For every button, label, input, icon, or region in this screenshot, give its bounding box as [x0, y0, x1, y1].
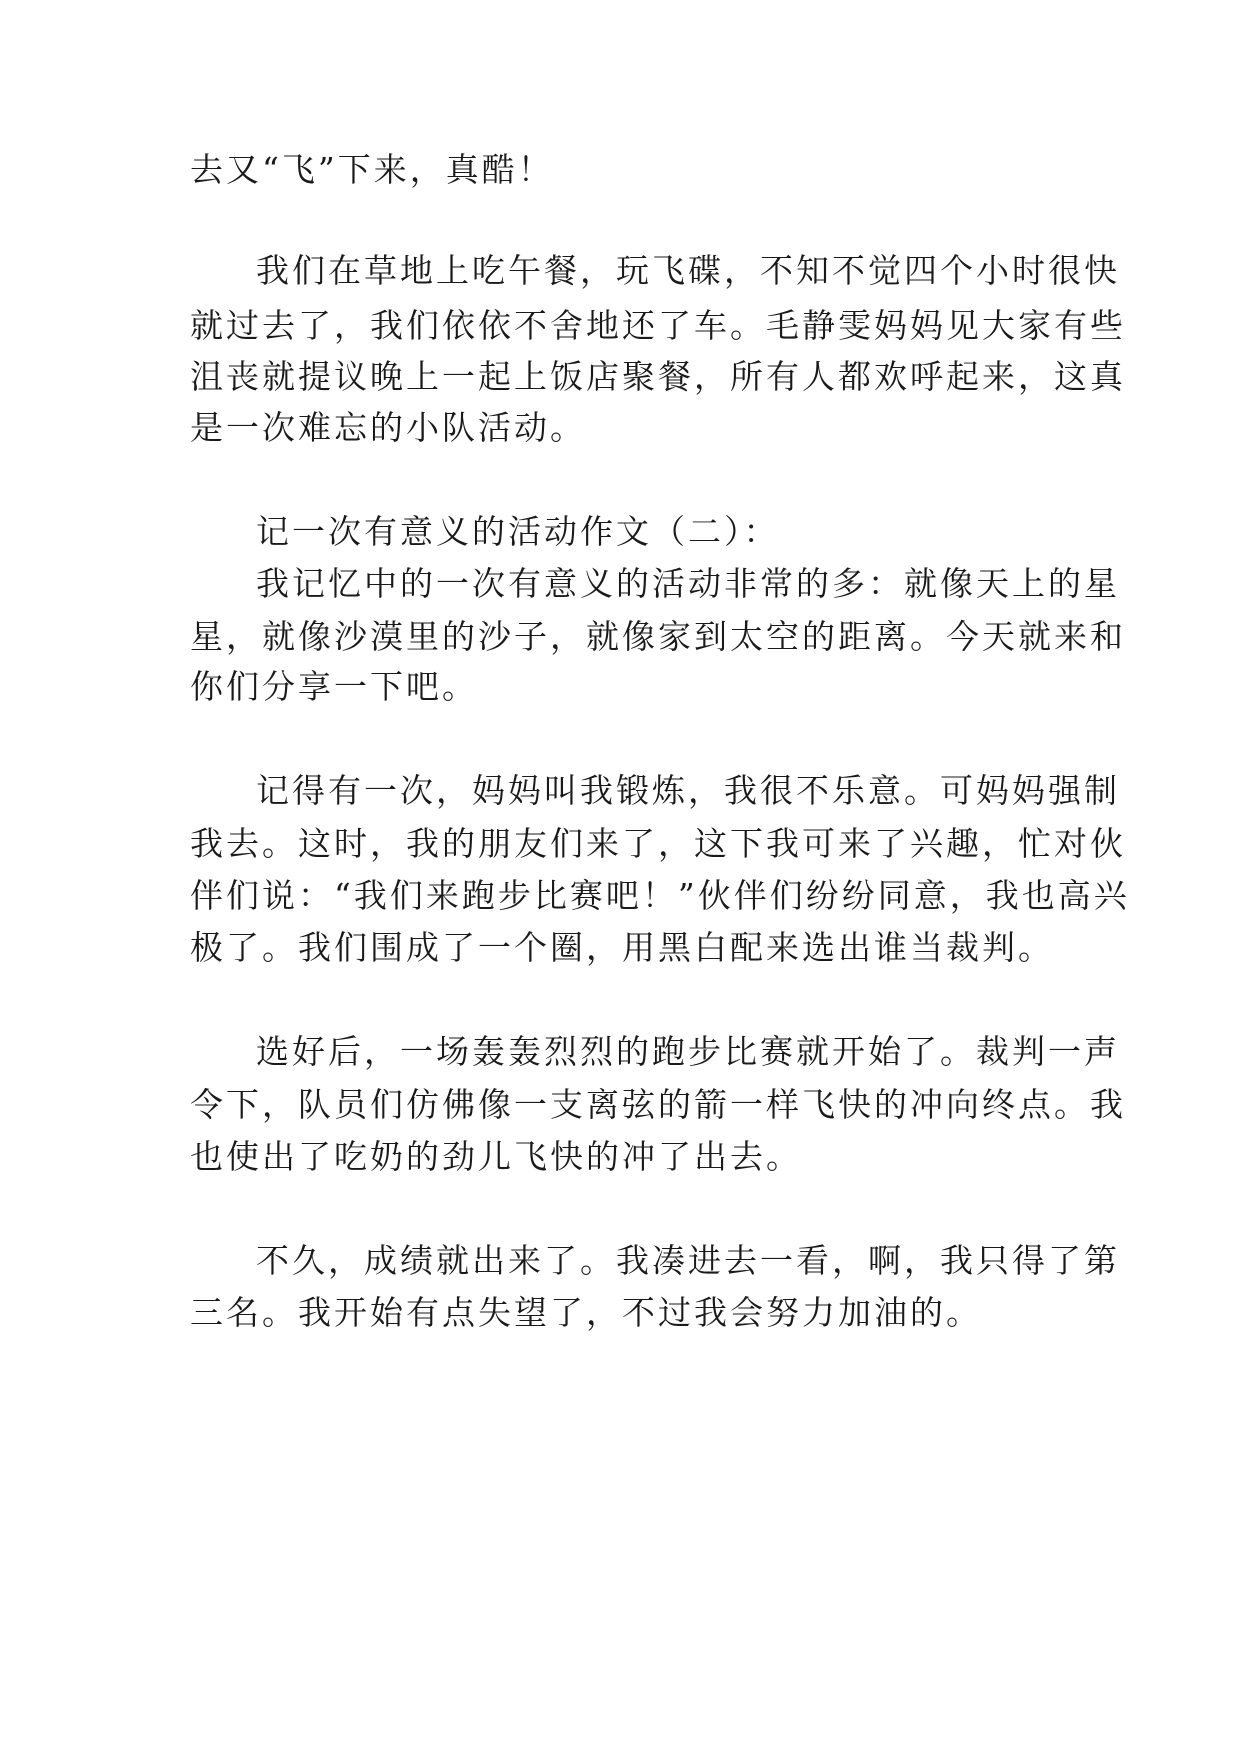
paragraph-line: 沮丧就提议晚上一起上饭店聚餐，所有人都欢呼起来，这真 — [190, 357, 1126, 396]
paragraph-line: 令下，队员们仿佛像一支离弦的箭一样飞快的冲向终点。我 — [190, 1085, 1126, 1124]
paragraph-line: 伴们说：“我们来跑步比赛吧！”伙伴们纷纷同意，我也高兴 — [190, 876, 1130, 915]
paragraph-line: 星，就像沙漠里的沙子，就像家到太空的距离。今天就来和 — [190, 617, 1126, 656]
paragraph-line: 我们在草地上吃午餐，玩飞碟，不知不觉四个小时很快 — [256, 251, 1120, 290]
paragraph-line: 去又“飞”下来，真酷！ — [190, 150, 554, 189]
paragraph-line: 也使出了吃奶的劲儿飞快的冲了出去。 — [190, 1137, 802, 1176]
paragraph-line: 选好后，一场轰轰烈烈的跑步比赛就开始了。裁判一声 — [256, 1032, 1120, 1071]
paragraph-line: 就过去了，我们依依不舍地还了车。毛静雯妈妈见大家有些 — [190, 306, 1126, 345]
paragraph-line: 是一次难忘的小队活动。 — [190, 408, 586, 447]
paragraph-line: 记得有一次，妈妈叫我锻炼，我很不乐意。可妈妈强制 — [256, 771, 1120, 810]
paragraph-line: 我去。这时，我的朋友们来了，这下我可来了兴趣，忙对伙 — [190, 824, 1126, 863]
paragraph-line: 你们分享一下吧。 — [190, 667, 478, 706]
paragraph-line: 三名。我开始有点失望了，不过我会努力加油的。 — [190, 1293, 982, 1332]
paragraph-line: 极了。我们围成了一个圈，用黑白配来选出谁当裁判。 — [190, 928, 1054, 967]
paragraph-line: 我记忆中的一次有意义的活动非常的多：就像天上的星 — [256, 564, 1120, 603]
paragraph-line: 不久，成绩就出来了。我凑进去一看，啊，我只得了第 — [256, 1241, 1120, 1280]
section-heading: 记一次有意义的活动作文（二）： — [256, 512, 780, 551]
